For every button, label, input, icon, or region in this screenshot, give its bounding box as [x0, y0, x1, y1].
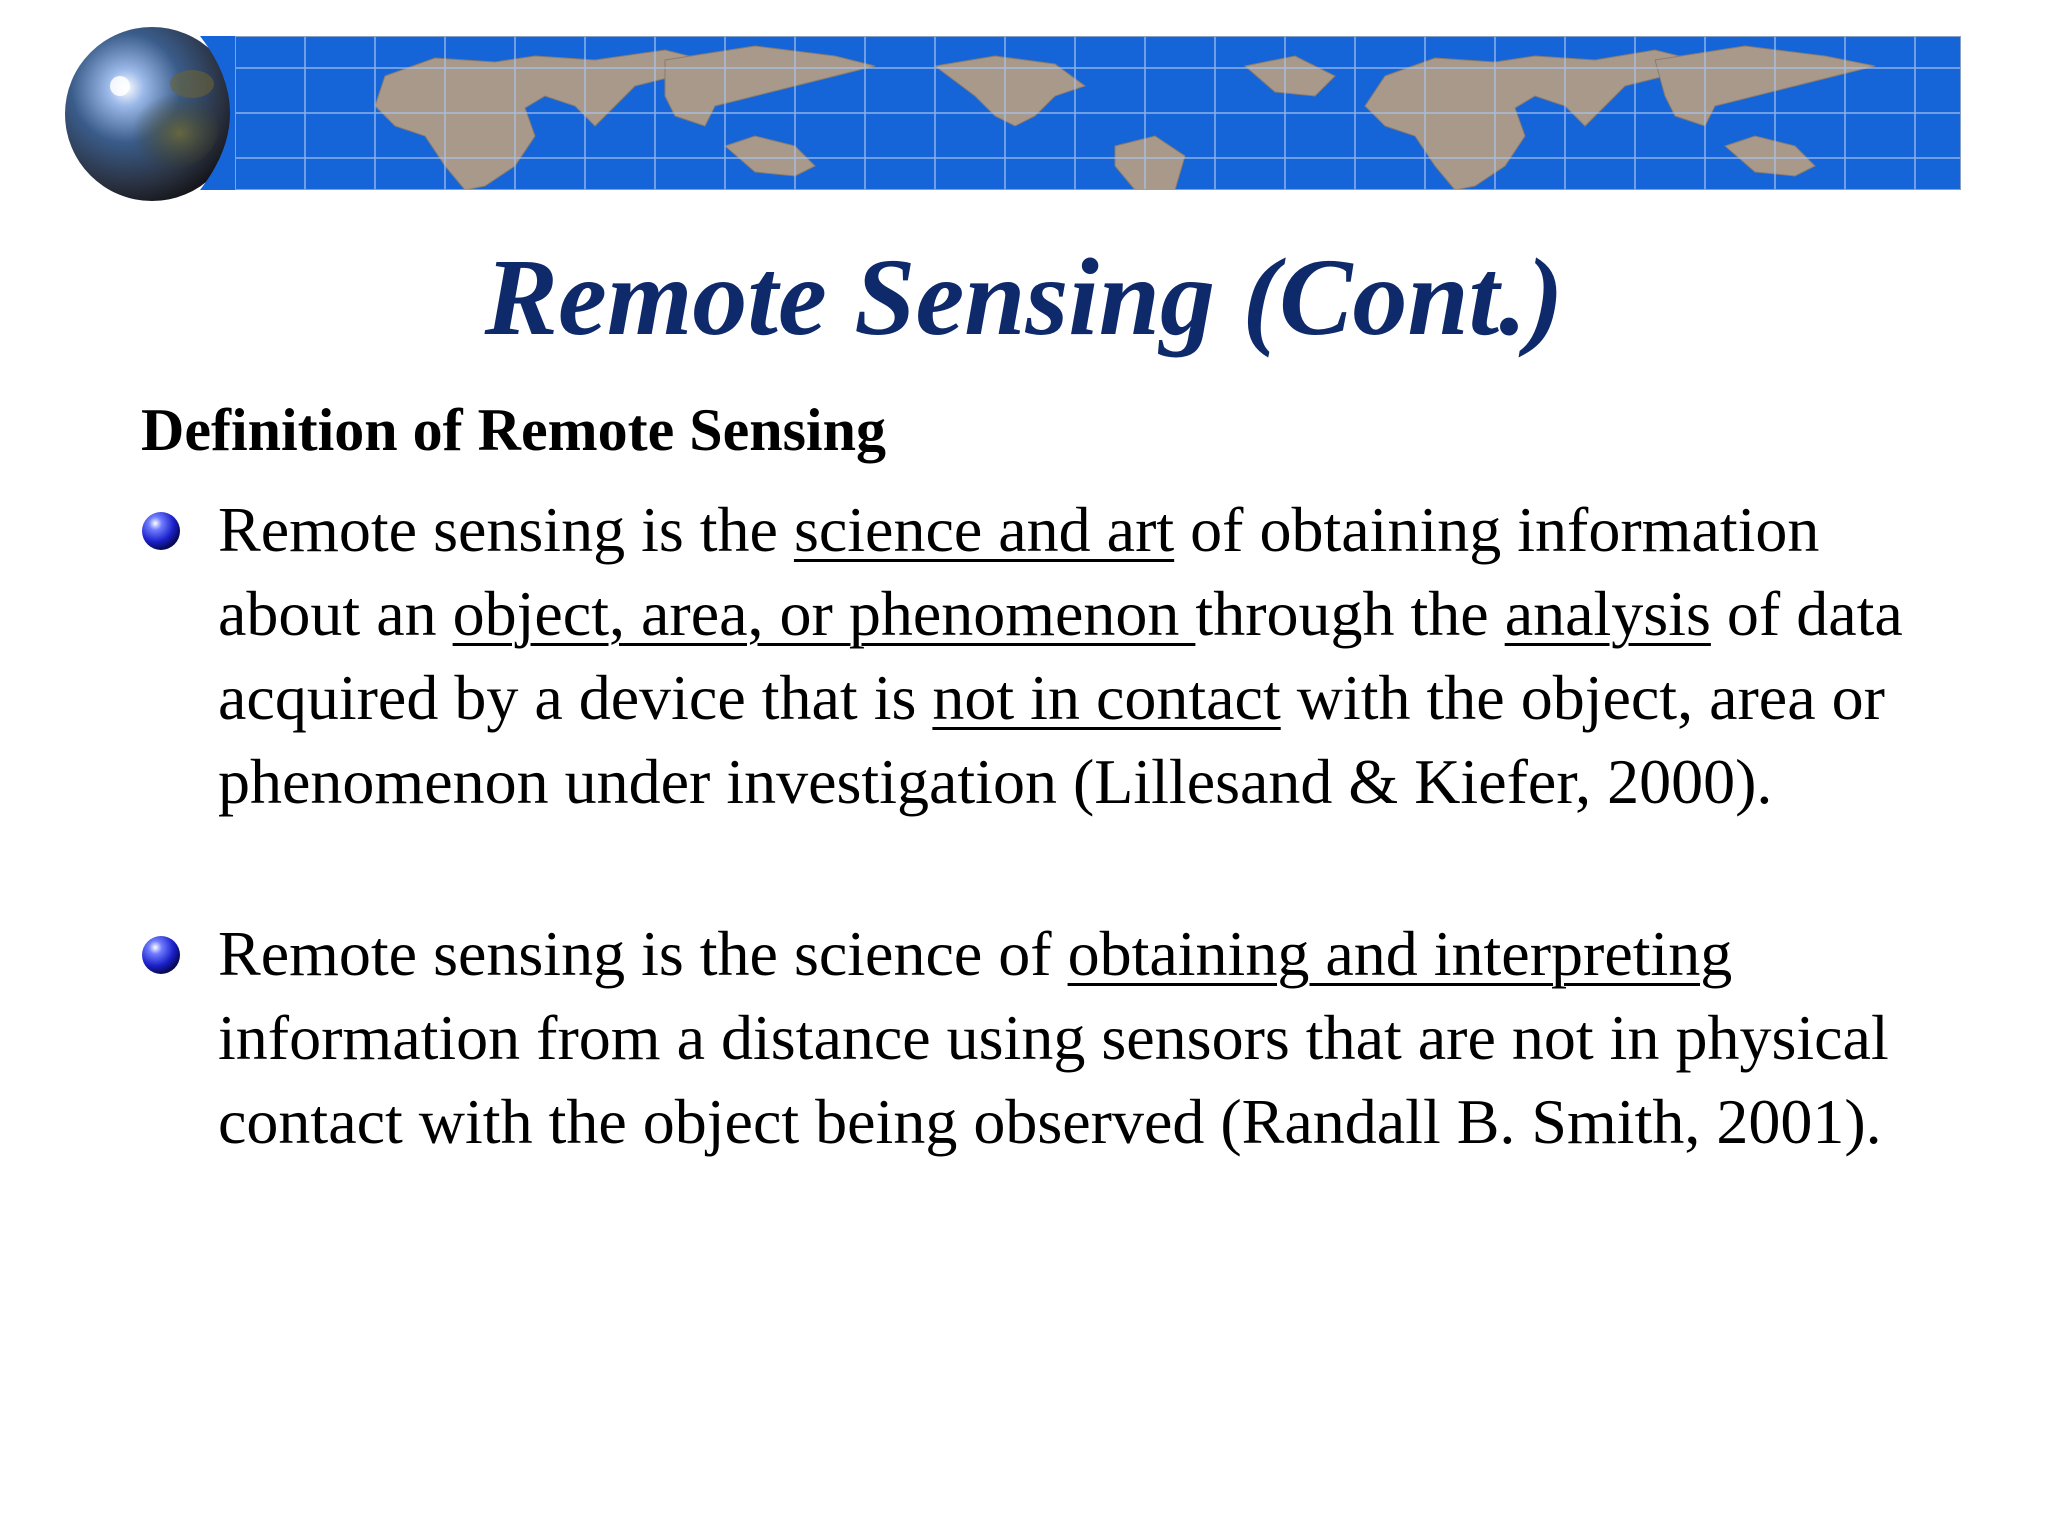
underlined-term: obtaining and interpreting	[1067, 918, 1733, 989]
underlined-term: not in contact	[932, 662, 1281, 733]
section-heading: Definition of Remote Sensing	[141, 397, 886, 463]
blue-sphere-bullet-icon	[140, 510, 182, 552]
underlined-term: science and art	[793, 494, 1175, 565]
underlined-term: analysis	[1504, 578, 1711, 649]
bullet-text: through the	[1195, 578, 1505, 649]
bullet-text: Remote sensing is the	[218, 494, 794, 565]
bullet-text: with the object, area or phenomenon under investigation (Lillesand & Kiefer, 2000).	[218, 662, 1885, 817]
bullet-text: information from a distance using sensors that are not in physical contact with the object being observed (Randall B. Smith, 2001).	[218, 1002, 1889, 1157]
blue-sphere-bullet-icon	[140, 934, 182, 976]
underlined-term: object, area, or phenomenon	[452, 578, 1196, 649]
world-map-banner	[235, 36, 1961, 190]
slide-title: Remote Sensing (Cont.)	[484, 236, 1564, 358]
bullet-item-2	[218, 912, 1938, 1164]
bullet-text: Remote sensing is the science of	[218, 918, 1068, 989]
bullet-item-1	[218, 488, 1938, 824]
bullet-text: of obtaining information about an	[218, 494, 1820, 649]
bullet-text: of data acquired by a device that is	[218, 578, 1903, 733]
